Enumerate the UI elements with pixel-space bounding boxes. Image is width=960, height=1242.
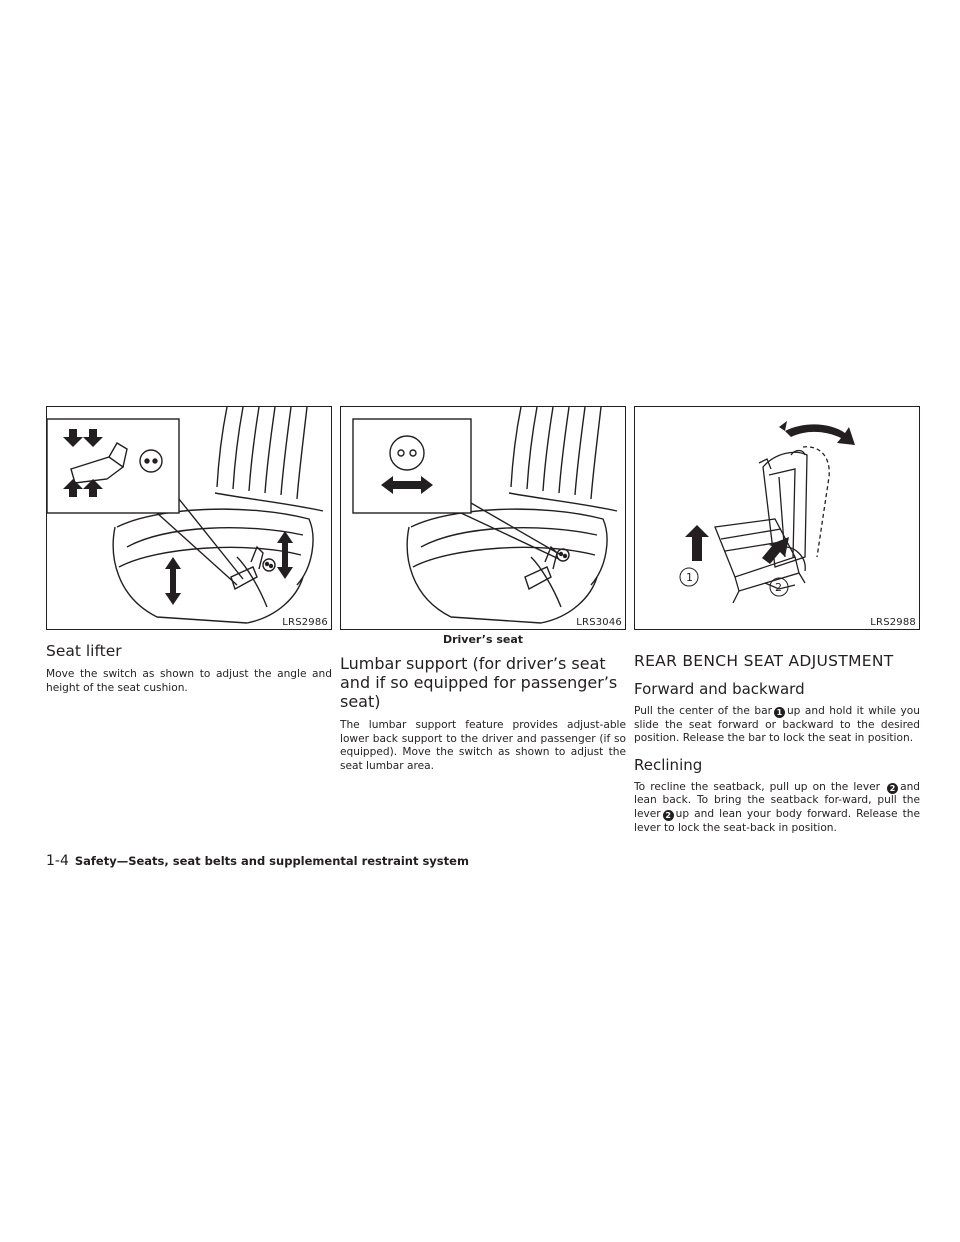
lumbar-support-figure (340, 406, 626, 630)
column-seat-lifter (46, 406, 332, 695)
figure-code: LRS2986 (282, 617, 328, 628)
num-circle-2-icon: 2 (887, 783, 898, 794)
body-text-reclining: To recline the seatback, pull up on the lever 2 and lean back. To bring the seatback for-ward, pull the lever 2 up and lean your body forward. Release the lever to lock the seat-back in position. (634, 780, 921, 834)
subheading-reclining: Reclining (634, 755, 703, 774)
seat-lifter-illustration-icon (47, 407, 331, 629)
body-text: Move the switch as shown to adjust the angle and height of the seat cushion. (46, 668, 332, 694)
figure-code: LRS2988 (870, 617, 916, 628)
subheading-forward-backward: Forward and backward (634, 680, 805, 698)
lumbar-support-illustration-icon (341, 407, 625, 629)
body-text: The lumbar support feature provides adjust-able lower back support to the driver and passenger (if so equipped). Move the switch as shown to adjust the seat lumbar area. (340, 719, 626, 772)
section-heading: Seat lifter (46, 642, 122, 660)
seat-lifter-figure (46, 406, 332, 630)
num-circle-2-icon: 2 (663, 810, 674, 821)
section-title: Safety—Seats, seat belts and supplemental restraint system (74, 854, 469, 868)
figure-label-2: 2 (775, 581, 782, 594)
page-footer (46, 853, 469, 869)
section-heading: Lumbar support (for driver’s seat and if so equipped for passenger’s seat) (340, 654, 618, 711)
figure-label-1: 1 (686, 571, 693, 584)
rear-bench-seat-illustration-icon (635, 407, 919, 629)
body-text-forward-backward: Pull the center of the bar 1 up and hold it while you slide the seat forward or backward to the desired position. Release the bar to lock the seat in position. (634, 705, 921, 745)
figure-caption: Driver’s seat (442, 633, 524, 646)
page-number: 1-4 (46, 853, 69, 869)
figure-code: LRS3046 (576, 617, 622, 628)
rear-bench-seat-figure (634, 406, 920, 630)
column-rear-bench-seat (634, 406, 920, 835)
section-heading: REAR BENCH SEAT ADJUSTMENT (634, 652, 894, 670)
column-lumbar-support (340, 406, 626, 773)
num-circle-1-icon: 1 (774, 707, 785, 718)
